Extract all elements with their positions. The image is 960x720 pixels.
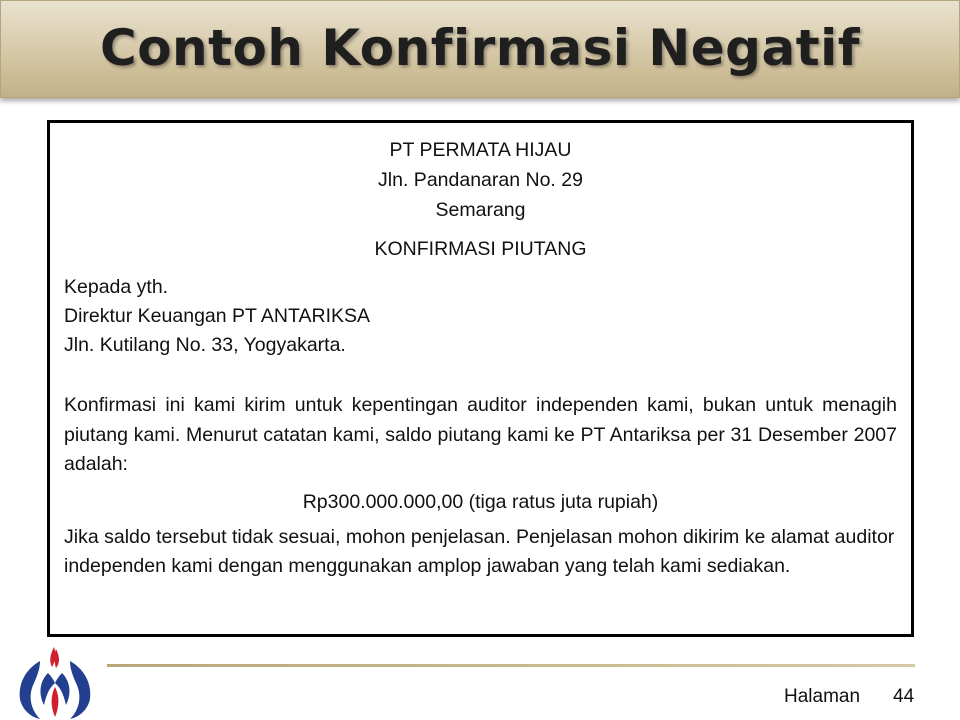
company-name: PT PERMATA HIJAU: [389, 139, 572, 161]
body-paragraph: Konfirmasi ini kami kirim untuk kepentingan auditor independen kami, bukan untuk menagih piutang kami. Menurut catatan kami, saldo piutang kami ke PT Antariksa per 31 Desember 2007 adalah:: [64, 394, 897, 475]
company-city: Semarang: [435, 199, 526, 221]
letter-box: [47, 120, 914, 637]
recipient-block: [64, 273, 897, 360]
page-number: 44: [893, 686, 915, 707]
slide-title: Contoh Konfirmasi Negatif: [100, 19, 860, 77]
recipient-address: Jln. Kutilang No. 33, Yogyakarta.: [64, 334, 346, 356]
closing-paragraph: Jika saldo tersebut tidak sesuai, mohon penjelasan. Penjelasan mohon dikirim ke alamat auditor independen kami dengan menggunakan amplop jawaban yang telah kami sediakan.: [64, 525, 895, 577]
recipient-salutation: Kepada yth.: [64, 276, 169, 298]
letter-heading: KONFIRMASI PIUTANG: [374, 238, 587, 260]
page-label: Halaman: [784, 686, 861, 707]
title-banner: [0, 0, 960, 98]
amount-line: Rp300.000.000,00 (tiga ratus juta rupiah): [302, 490, 659, 513]
company-logo-icon: [10, 645, 102, 720]
recipient-name: Direktur Keuangan PT ANTARIKSA: [64, 305, 371, 327]
company-address: Jln. Pandanaran No. 29: [378, 169, 583, 191]
footer-divider: [107, 664, 915, 667]
